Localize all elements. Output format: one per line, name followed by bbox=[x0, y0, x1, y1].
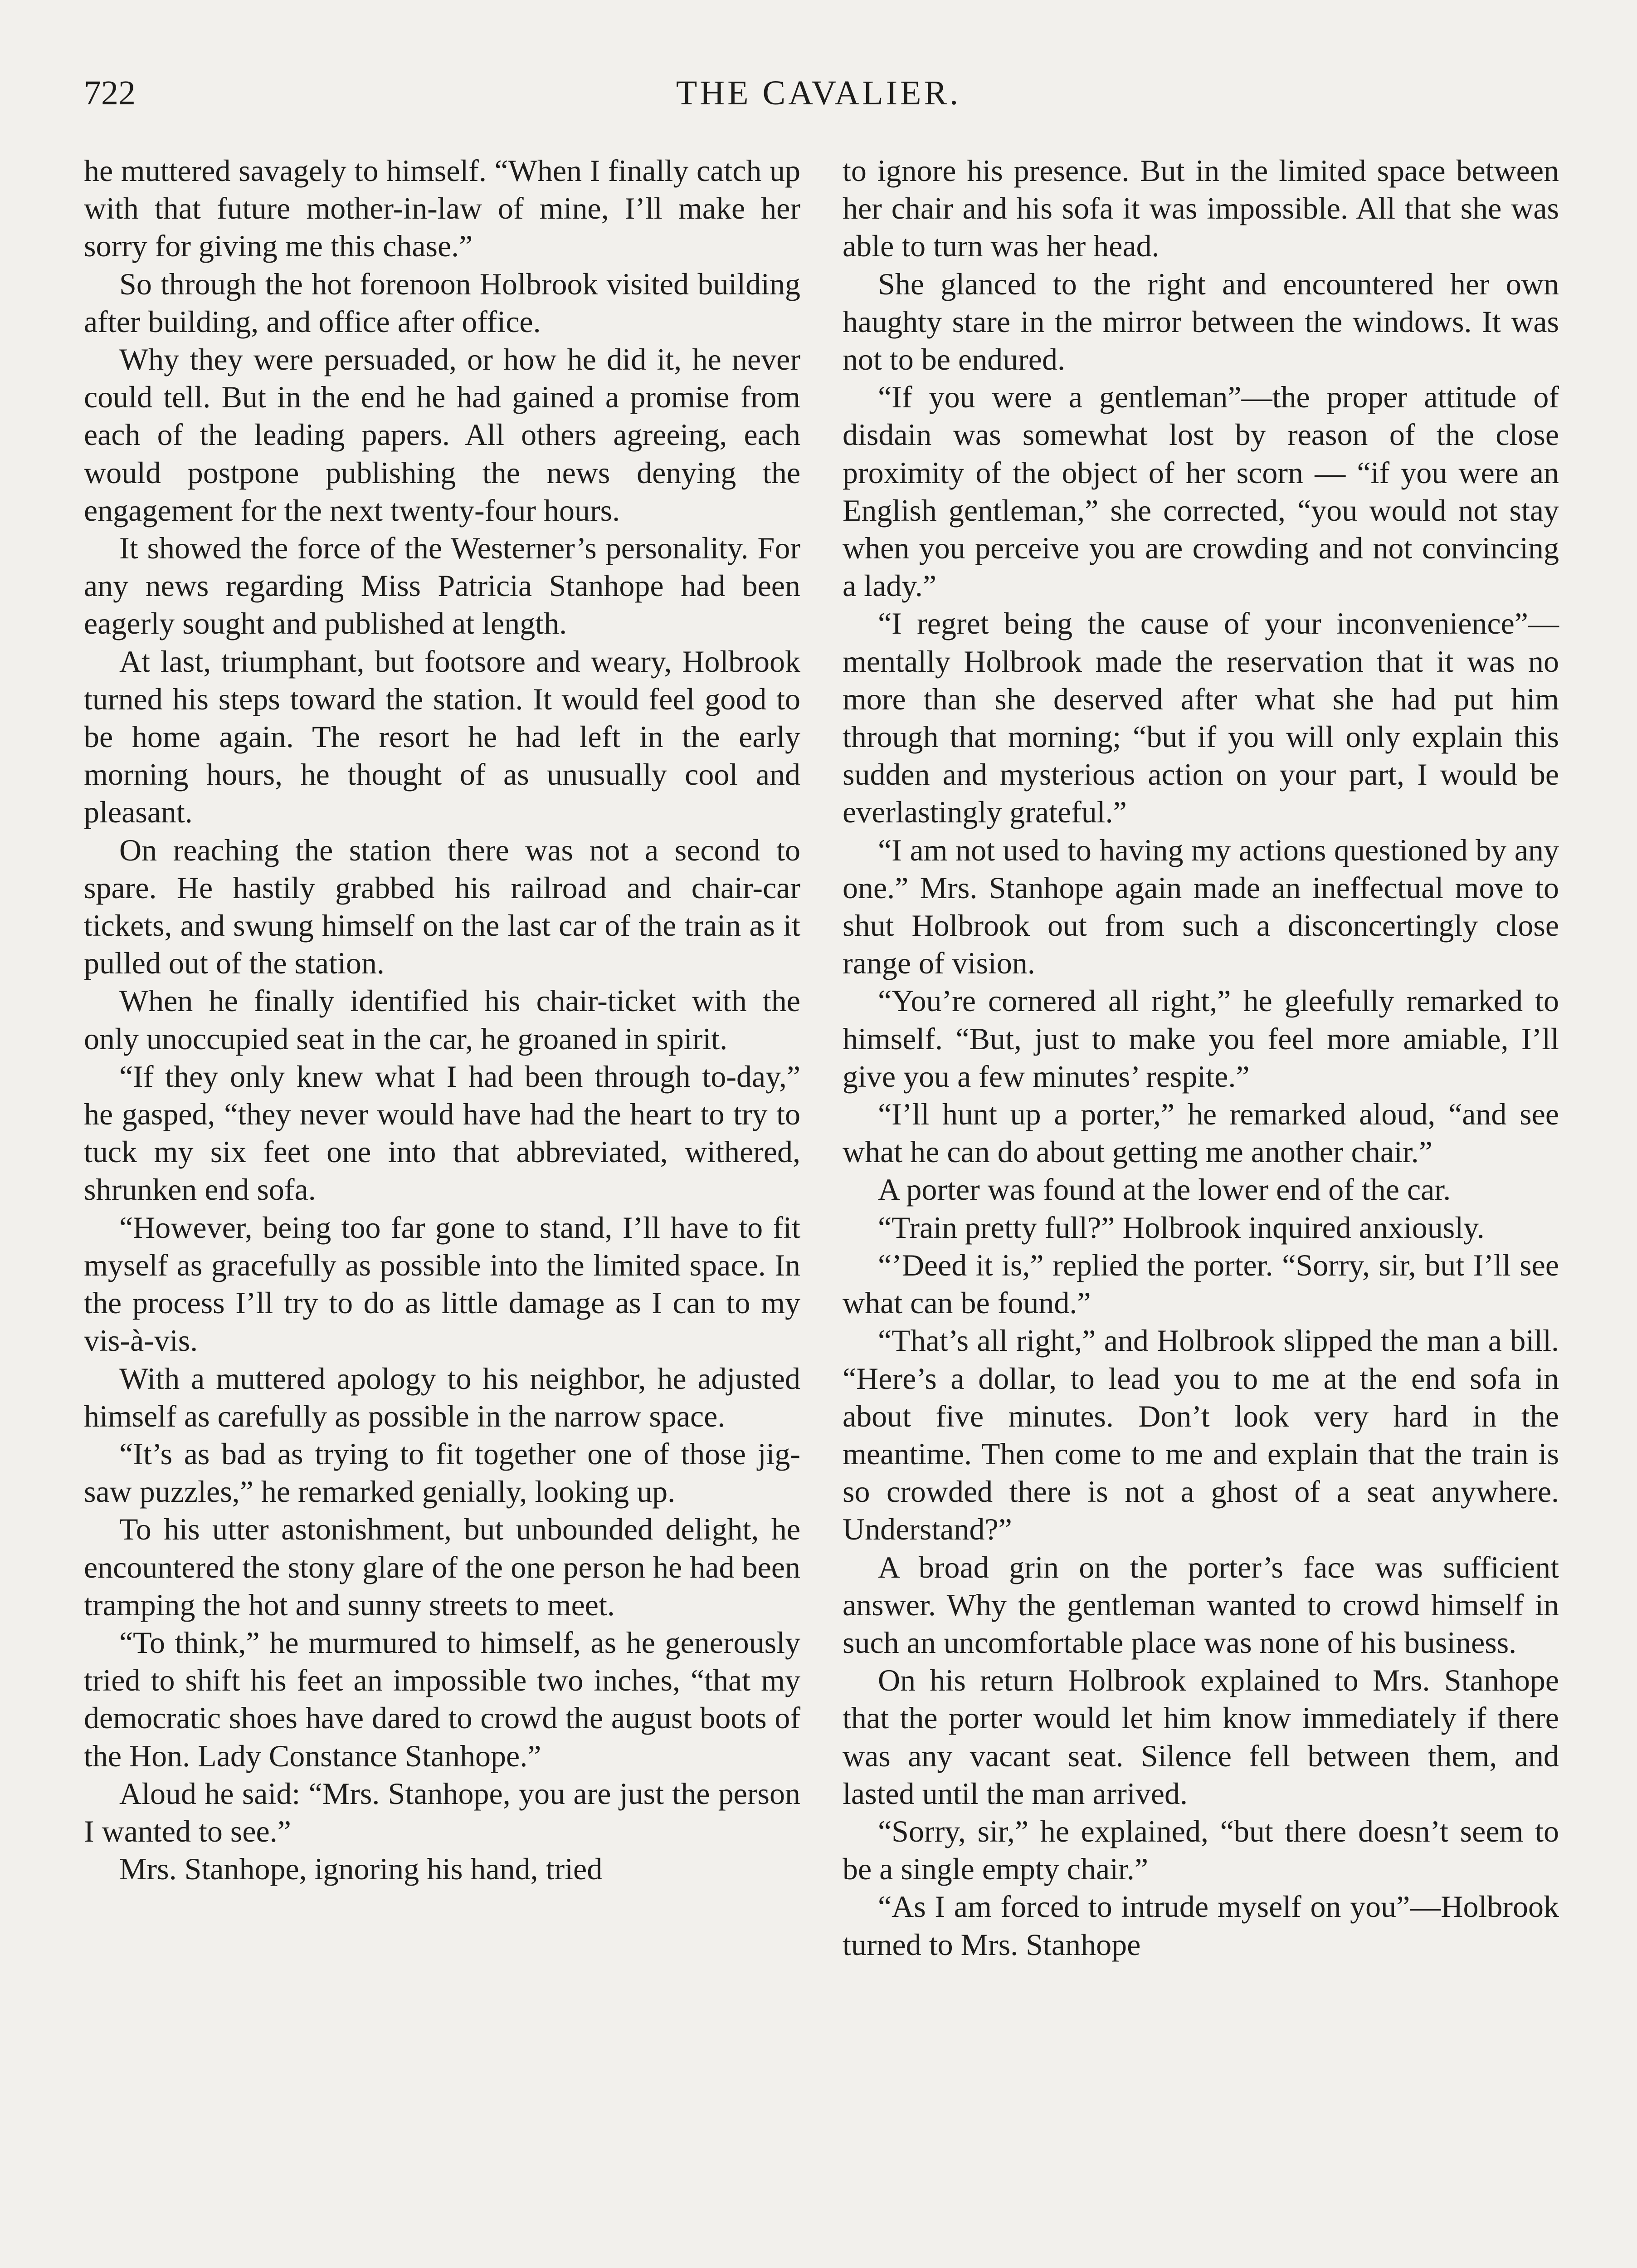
paragraph: When he finally identified his chair-ticket with the only unoccupied seat in the car, he groaned in spirit. bbox=[84, 983, 800, 1056]
paragraph: A porter was found at the lower end of the car. bbox=[878, 1172, 1451, 1207]
paragraph: “If they only knew what I had been through to-day,” he gasped, “they never would have had the heart to try to tuck my six feet one into that abbreviated, withered, shrunken end sofa. bbox=[84, 1059, 800, 1207]
left-column bbox=[84, 152, 800, 1888]
paragraph: “I regret being the cause of your inconvenience”—mentally Holbrook made the reservation that it was no more than she deserved after what she had put him through that morning; “but if you will only explain this sudden and mysterious action on your part, I would be everlastingly grateful.” bbox=[843, 606, 1559, 830]
paragraph: Mrs. Stanhope, ignoring his hand, tried bbox=[119, 1852, 603, 1887]
paragraph: “That’s all right,” and Holbrook slipped the man a bill. “Here’s a dollar, to lead you to me at the end sofa in about five minutes. Don’t look very hard in the meantime. Then come to me and explain that the train is so crowded there is not a ghost of a seat anywhere. Understand?” bbox=[843, 1323, 1559, 1547]
paragraph: he muttered savagely to himself. “When I finally catch up with that future mother-in-law of mine, I’ll make her sorry for giving me this chase.” bbox=[84, 153, 800, 264]
page-number: 722 bbox=[84, 74, 136, 112]
page-header bbox=[84, 68, 1553, 118]
paragraph: “However, being too far gone to stand, I’ll have to fit myself as gracefully as possible into the limited space. In the process I’ll try to do as little damage as I can to my vis-à-vis. bbox=[84, 1210, 800, 1358]
paragraph: On reaching the station there was not a second to spare. He hastily grabbed his railroad and chair-car tickets, and swung himself on the last car of the train as it pulled out of the station. bbox=[84, 832, 800, 981]
paragraph: Aloud he said: “Mrs. Stanhope, you are just the person I wanted to see.” bbox=[84, 1776, 800, 1848]
paragraph: She glanced to the right and encountered her own haughty stare in the mirror between the windows. It was not to be endured. bbox=[843, 266, 1559, 377]
paragraph: So through the hot forenoon Holbrook visited building after building, and office after office. bbox=[84, 266, 800, 339]
paragraph: “Sorry, sir,” he explained, “but there doesn’t seem to be a single empty chair.” bbox=[843, 1813, 1559, 1887]
paragraph: “It’s as bad as trying to fit together one of those jig-saw puzzles,” he remarked genially, looking up. bbox=[84, 1436, 800, 1509]
right-column bbox=[843, 152, 1559, 1964]
paragraph: Why they were persuaded, or how he did it, he never could tell. But in the end he had gained a promise from each of the leading papers. All others agreeing, each would postpone publishing the news denying the engagement for the next twenty-four hours. bbox=[84, 342, 800, 528]
paragraph: A broad grin on the porter’s face was sufficient answer. Why the gentleman wanted to crowd himself in such an uncomfortable place was none of his business. bbox=[843, 1549, 1559, 1660]
paragraph: “You’re cornered all right,” he gleefully remarked to himself. “But, just to make you feel more amiable, I’ll give you a few minutes’ respite.” bbox=[843, 983, 1559, 1094]
paragraph: To his utter astonishment, but unbounded delight, he encountered the stony glare of the one person he had been tramping the hot and sunny streets to meet. bbox=[84, 1512, 800, 1622]
paragraph: It showed the force of the Westerner’s personality. For any news regarding Miss Patricia Stanhope had been eagerly sought and published at length. bbox=[84, 531, 800, 641]
paragraph: “I am not used to having my actions questioned by any one.” Mrs. Stanhope again made an ineffectual move to shut Holbrook out from such a disconcertingly close range of vision. bbox=[843, 832, 1559, 981]
paragraph: On his return Holbrook explained to Mrs. Stanhope that the porter would let him know immediately if there was any vacant seat. Silence fell between them, and lasted until the man arrived. bbox=[843, 1663, 1559, 1811]
paragraph: “To think,” he murmured to himself, as he generously tried to shift his feet an impossible two inches, “that my democratic shoes have dared to crowd the august boots of the Hon. Lady Constance Stanhope.” bbox=[84, 1625, 800, 1773]
paragraph: to ignore his presence. But in the limited space between her chair and his sofa it was impossible. All that she was able to turn was her head. bbox=[843, 153, 1559, 264]
paragraph: “’Deed it is,” replied the porter. “Sorry, sir, but I’ll see what can be found.” bbox=[843, 1247, 1559, 1320]
paragraph: “As I am forced to intrude myself on you”—Holbrook turned to Mrs. Stanhope bbox=[843, 1889, 1559, 1962]
running-head: THE CAVALIER. bbox=[676, 74, 961, 112]
paragraph: “Train pretty full?” Holbrook inquired anxiously. bbox=[878, 1210, 1485, 1245]
paragraph: At last, triumphant, but footsore and weary, Holbrook turned his steps toward the station. It would feel good to be home again. The resort he had left in the early morning hours, he thought of as unusually cool and pleasant. bbox=[84, 644, 800, 830]
paragraph: “I’ll hunt up a porter,” he remarked aloud, “and see what he can do about getting me another chair.” bbox=[843, 1097, 1559, 1169]
paragraph: With a muttered apology to his neighbor, he adjusted himself as carefully as possible in the narrow space. bbox=[84, 1361, 800, 1433]
paragraph: “If you were a gentleman”—the proper attitude of disdain was somewhat lost by reason of the close proximity of the object of her scorn — “if you were an English gentleman,” she corrected, “you would not stay when you perceive you are crowding and not convincing a lady.” bbox=[843, 380, 1559, 603]
